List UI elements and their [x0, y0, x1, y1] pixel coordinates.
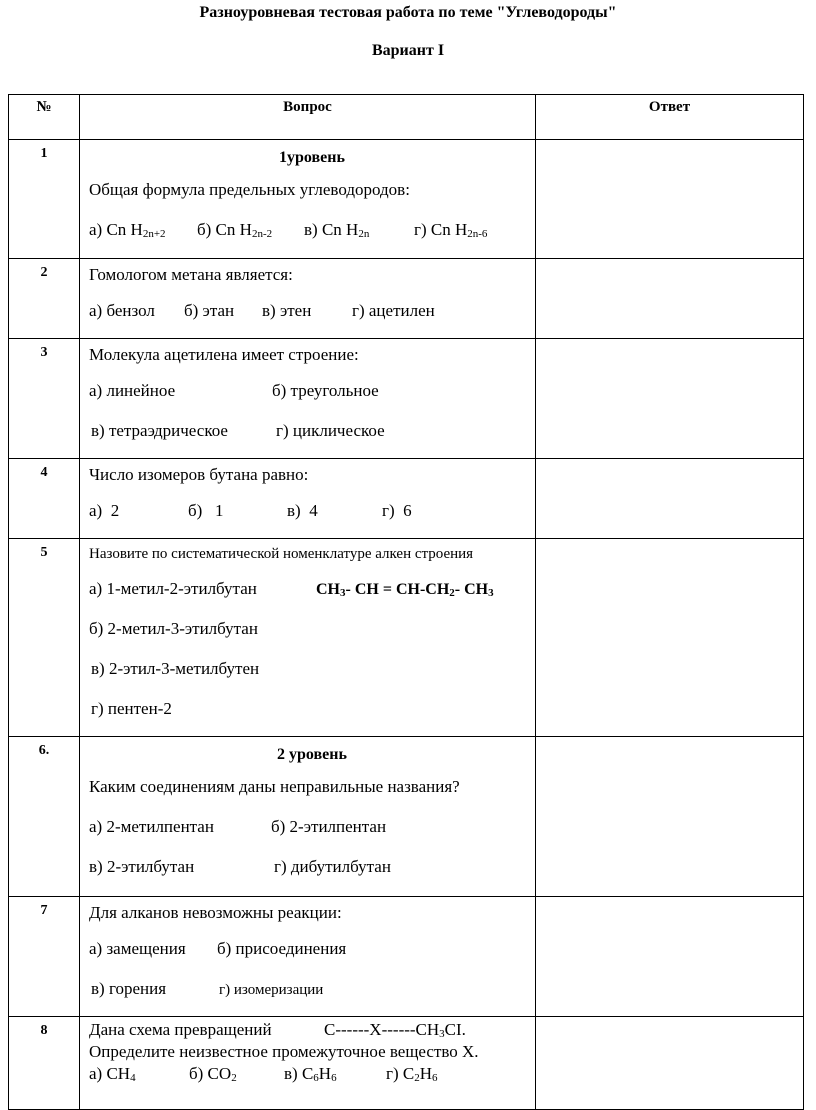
question-number: 8 [9, 1017, 80, 1110]
option-b: б) 2-этилпентан [271, 817, 387, 836]
option-c: в) $C_6H_6$ [284, 1064, 337, 1084]
level-heading: 2 уровень [277, 746, 347, 763]
answer-options [89, 291, 535, 331]
question-cell [80, 140, 536, 259]
column-header-question: Вопрос [80, 95, 536, 140]
option-a: а) линейное [89, 381, 176, 400]
question-number: 3 [9, 339, 80, 459]
column-header-answer: Ответ [536, 95, 804, 140]
transformation-scheme: $C------X------CH_3CI$. [324, 1020, 466, 1040]
option-d: г) ацетилен [352, 301, 435, 320]
option-c: в) 2-этил-3-метилбутен [91, 659, 260, 678]
question-number: 7 [9, 897, 80, 1017]
question-number: 1 [9, 140, 80, 259]
question-text: Общая формула предельных углеводородов: [89, 180, 410, 199]
answer-options [89, 371, 535, 411]
question-text: Каким соединениям даны неправильные названия? [89, 777, 460, 796]
answer-cell[interactable] [536, 259, 804, 339]
option-d: г) пентен-2 [91, 699, 172, 718]
option-a: а) 2 [89, 501, 120, 520]
scheme-line [89, 1019, 535, 1041]
table-row [9, 259, 804, 339]
answer-options [89, 210, 535, 250]
table-row [9, 737, 804, 897]
question-text: Назовите по систематической номенклатуре алкен строения [89, 546, 474, 562]
option-b: б) треугольное [272, 381, 379, 400]
question-number: 2 [9, 259, 80, 339]
table-row [9, 539, 804, 737]
option-b: б) присоединения [217, 939, 347, 958]
answer-cell[interactable] [536, 539, 804, 737]
option-d: г) Cn $H_{2n-6}$ [414, 220, 488, 240]
option-b: б) Cn $H_{2n-2}$ [197, 220, 273, 240]
question-cell [80, 539, 536, 737]
answer-cell[interactable] [536, 459, 804, 539]
variant-label: Вариант I [371, 42, 445, 59]
structural-formula: $CH_3-$ CH = $CH-CH_2-$ $CH_3$ [316, 581, 494, 599]
question-text: Гомологом метана является: [89, 265, 293, 284]
question-cell [80, 737, 536, 897]
option-b: б) $CO_2$ [189, 1064, 237, 1084]
question-text: Число изомеров бутана равно: [89, 465, 309, 484]
question-cell [80, 459, 536, 539]
answer-cell[interactable] [536, 140, 804, 259]
option-d: г) циклическое [276, 421, 385, 440]
question-cell [80, 897, 536, 1017]
table-row [9, 897, 804, 1017]
question-text: Определите неизвестное промежуточное вещество Х. [89, 1042, 479, 1061]
question-text: Дана схема превращений [89, 1020, 272, 1039]
option-a: а) 2-метилпентан [89, 817, 214, 836]
answer-options [89, 1063, 535, 1085]
table-row [9, 339, 804, 459]
answer-options [89, 411, 535, 451]
test-table [8, 94, 804, 1110]
answer-options [89, 491, 535, 531]
level-heading: 1уровень [279, 149, 345, 166]
option-d: г) изомеризации [219, 982, 324, 998]
table-header-row [9, 95, 804, 140]
option-a: а) замещения [89, 939, 186, 958]
question-number: 4 [9, 459, 80, 539]
option-d: г) дибутилбутан [274, 857, 391, 876]
column-header-number: № [9, 95, 80, 140]
answer-cell[interactable] [536, 339, 804, 459]
option-b: б) этан [184, 301, 235, 320]
answer-options [89, 929, 535, 969]
option-c: в) 2-этилбутан [89, 857, 195, 876]
option-a: а) $CH_4$ [89, 1064, 136, 1084]
table-row [9, 1017, 804, 1110]
question-cell [80, 1017, 536, 1110]
question-cell [80, 339, 536, 459]
answer-cell[interactable] [536, 737, 804, 897]
option-b: б) 1 [188, 501, 224, 520]
option-c: в) 4 [287, 501, 318, 520]
option-d: г) 6 [382, 501, 412, 520]
question-number: 6. [9, 737, 80, 897]
option-a: а) Cn $H_{2n+2}$ [89, 220, 166, 240]
answer-cell[interactable] [536, 1017, 804, 1110]
question-number: 5 [9, 539, 80, 737]
option-c: в) тетраэдрическое [91, 421, 228, 440]
question-cell [80, 259, 536, 339]
table-row [9, 140, 804, 259]
option-c: в) этен [262, 301, 312, 320]
question-text: Молекула ацетилена имеет строение: [89, 345, 359, 364]
answer-options [89, 969, 535, 1009]
document-title: Разноуровневая тестовая работа по теме "Углеводороды" [199, 4, 617, 21]
option-b: б) 2-метил-3-этилбутан [89, 619, 258, 638]
question-text: Для алканов невозможны реакции: [89, 903, 342, 922]
answer-options [89, 847, 535, 887]
option-a: а) бензол [89, 301, 155, 320]
answer-options [89, 807, 535, 847]
option-c: в) горения [91, 979, 167, 998]
option-d: г) $C_2H_6$ [386, 1064, 438, 1084]
table-row [9, 459, 804, 539]
answer-options [89, 569, 535, 609]
option-a: а) 1-метил-2-этилбутан [89, 579, 257, 598]
option-c: в) Cn $H_{2n}$ [304, 220, 370, 240]
answer-cell[interactable] [536, 897, 804, 1017]
